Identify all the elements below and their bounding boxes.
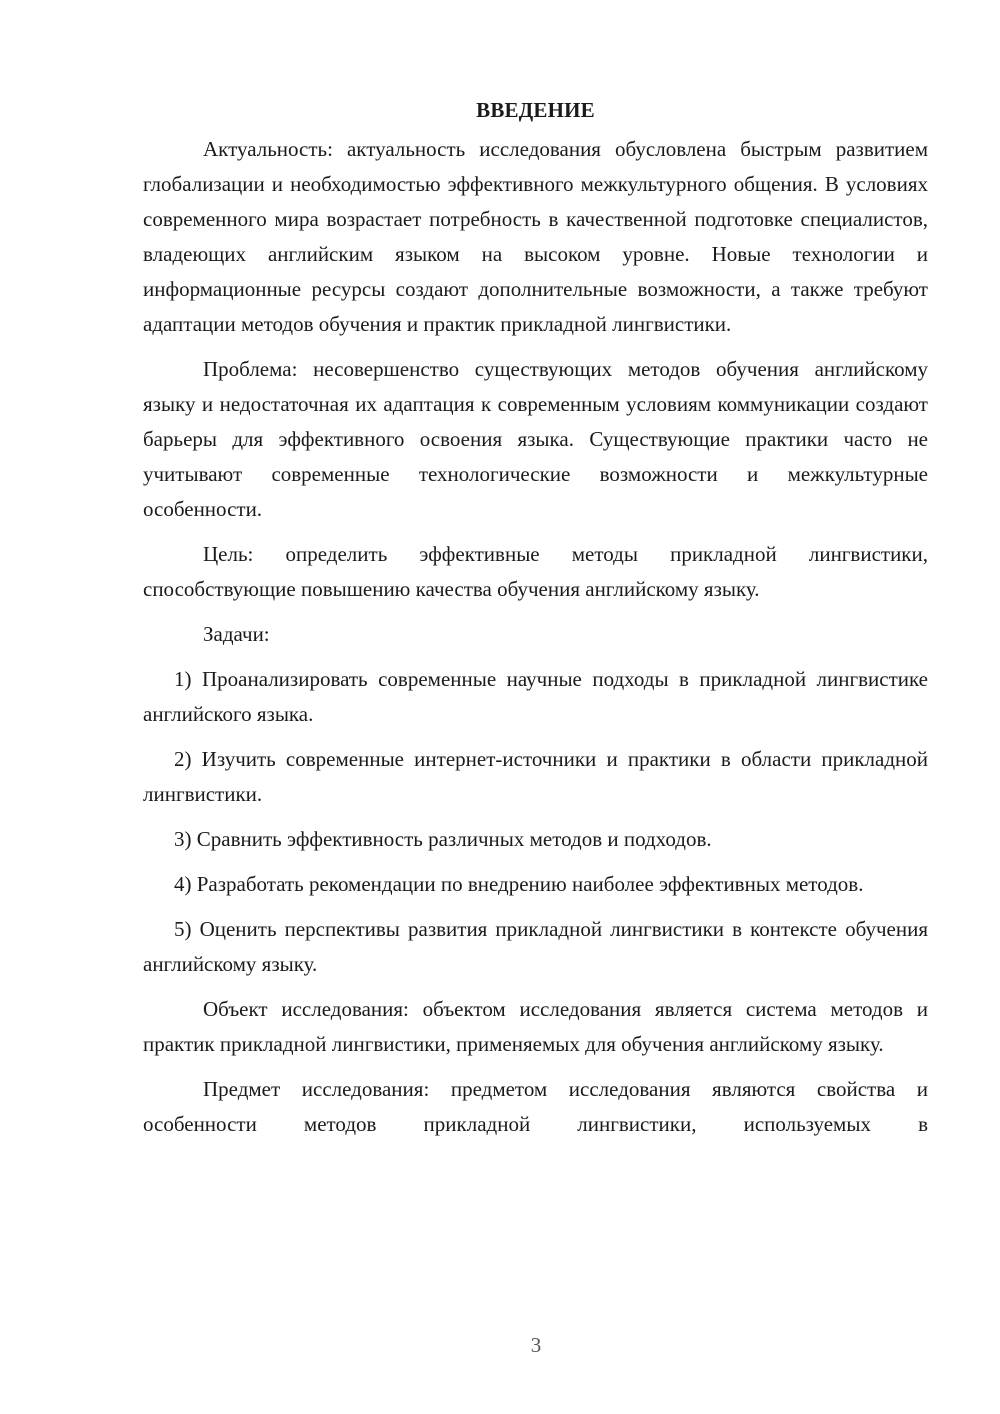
task-item-1: 1) Проанализировать современные научные подходы в прикладной лингвистике английского языка.	[143, 667, 928, 726]
task-item-2: 2) Изучить современные интернет-источники и практики в области прикладной лингвистики.	[143, 747, 928, 806]
task-item-5: 5) Оценить перспективы развития прикладной лингвистики в контексте обучения английскому языку.	[143, 917, 928, 976]
page-number: 3	[530, 1333, 542, 1357]
relevance-paragraph: Актуальность: актуальность исследования обусловлена быстрым развитием глобализации и необходимостью эффективного межкультурного общения. В условиях современного мира возрастает потребность в качественной подготовке специалистов, владеющих английским языком на высоком уровне. Новые технологии и информационные ресурсы создают дополнительные возможности, а также требуют адаптации методов обучения и практик прикладной лингвистики.	[143, 137, 928, 336]
problem-paragraph: Проблема: несовершенство существующих методов обучения английскому языку и недостаточная их адаптация к современным условиям коммуникации создают барьеры для эффективного освоения языка. Существующие практики часто не учитывают современные технологические возможности и межкультурные особенности.	[143, 357, 928, 521]
object-paragraph: Объект исследования: объектом исследования является система методов и практик прикладной лингвистики, применяемых для обучения английскому языку.	[143, 997, 928, 1056]
section-title: ВВЕДЕНИЕ	[476, 98, 595, 122]
task-item-3: 3) Сравнить эффективность различных методов и подходов.	[174, 827, 712, 851]
tasks-heading: Задачи:	[203, 622, 270, 646]
document-page	[143, 96, 928, 1152]
subject-paragraph: Предмет исследования: предметом исследования являются свойства и особенности методов прикладной лингвистики, используемых в	[143, 1077, 928, 1136]
task-item-4: 4) Разработать рекомендации по внедрению наиболее эффективных методов.	[174, 872, 864, 896]
goal-paragraph: Цель: определить эффективные методы прикладной лингвистики, способствующие повышению качества обучения английскому языку.	[143, 542, 928, 601]
